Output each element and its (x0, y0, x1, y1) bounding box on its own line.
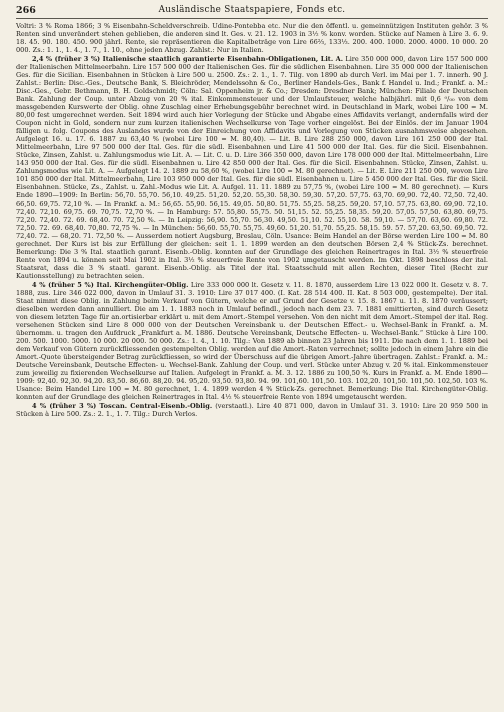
paragraph-heading: 4 % (früher 5 %) Ital. Kirchengüter-Oblig. (32, 280, 189, 289)
paragraph-body: Lire 333 000 000 lt. Gesetz v. 11. 8. 1870, ausserdem Lire 13 022 000 lt. Gesetz v. 8. 7. 1888, zus. Lire 346 022 000, davon in Umlauf 31. 3. 1910: Lire 37 017 400. (I. Kat. 28 514 400. II. Kat. 8 503 000, gestempelte). Der ital. Staat nimmt diese Oblig. in Zahlung beim Verkauf von Gütern, welche er auf Grund der Gesetze v. 15. 8. 1867 u. 11. 8. 1870 veräussert; dieselben werden dann annulliert. Die am 1. 1. 1883 noch in Umlauf befindl., jedoch nach dem 23. 7. 1881 emittierten, sind durch Gesetz von diesem letzten Tage für an.ortisierbar erklärt u. mit dem Amort.-Stempel versehen. Von den nicht mit dem Amort.-Stempel der ital. Reg. versehenen Stücken sind Lire 8 000 000 von der Deutschen Vereinsbank u. der Deutschen Effect.- u. Wechsel-Bank in Frankf. a. M. übernomm. u. tragen den Aufdruck „Frankfurt a. M. 1886. Deutsche Vereinsbank, Deutsche Effecten- u. Wechsel-Bank.“ Stücke à Lire 100. 200. 500. 1000. 5000. 10 000. 20 000. 50 000. Zs.: 1. 4., 1. 10. Tilg.: Von 1889 ab binnen 23 Jahren bis 1911. Die nach dem 1. 1. 1889 bei dem Verkauf von Gütern zurückfliessenden gestempelten Oblig. werden auf die Amort.-Raten verrechnet; sollte jedoch in einem Jahre ein die Amort.-Quote übersteigender Betrag zurückfliessen, so wird der Überschuss auf die übrigen Amort.-Jahre übertragen. Zahlst.: Frankf. a. M.: Deutsche Vereinsbank, Deutsche Effecten- u. Wechsel-Bank. Zahlung der Coup. und verl. Stücke unter Abzug v. 20 % ital. Einkommensteuer zum jeweilig zu fixierenden Wechselkurse auf Italien. Aufgelegt in Frankf. a. M. 3. 12. 1886 zu 100,50 %. Kurs in Frankf. a. M. Ende 1890—1909: 92,40. 92,30. 94,20. 83,50. 86,60. 88,20. 94. 95,20. 93,50. 93,80. 94. 99. 101,60. 101,50. 103. 102,20. 101,50. 101,50. 102,50. 103 %. Usance: Beim Handel Lire 100 = M. 80 gerechnet, 1. 4. 1899 werden 4 % Stück-Zs. gerechnet. Bemerkung: Die Ital. Kirchengüter-Oblig. konnten auf der Grundlage des gleichen Reinertrages in Ital. 4½ % steuerfreie Rente von 1894 umgetauscht werden. (16, 280, 488, 402)
paragraph-body: Lire 350 000 000, davon Lire 157 500 000 der Italienischen Mittelmeerbahn. Lire 157 500 000 der Italienischen Ges. für die südlichen Eisenbahnen. Lire 35 000 000 der Italienischen Ges. für die Sicilian. Eisenbahnen in Stücken à Lire 500 u. 2500. Zs.: 2. 1., 1. 7. Tilg. von 1890 ab durch Verl. im Mai per 1. 7. innerh. 90 J. Zahlst.: Berlin: Disc.-Ges., Deutsche Bank, S. Bleichröder, Mendelssohn & Co., Berliner Handels-Ges., Bank f. Handel u. Ind.; Frankf. a. M.: Disc.-Ges., Gebr. Bethmann, B. H. Goldschmidt; Cöln: Sal. Oppenheim jr. & Co.; Dresden: Dresdner Bank; München: Filiale der Deutschen Bank. Zahlung der Coup. unter Abzug von 20 % ital. Einkommensteuer und der Umlaufsteuer, welche halbjährl. mit 0,6 ⁰/₀₀ von dem massgebenden Kurswerte der Oblig. ohne Zuschlag einer Erhebungsgebühr berechnet wird. in Deutschland in Mark, wobei Lire 100 = M. 80,00 fest umgerechnet werden. Seit 1894 wird auch hier Vorlegung der Stücke und Abgabe eines Affidavits verlangt, andernfalls wird der Coupon nicht in Gold, sondern nur zum kurzen italienischen Wechselkurse von Tage vorher eingelöst. Bei der Einlös. der im Januar 1904 fälligen u. folg. Coupons des Auslandes wurde von der Einreichung von Affidavits und Vorlegung von Stücken ausnahmsweise abgesehen. Aufgelegt 16. u. 17. 6. 1887 zu 63,40 % (wobei Lire 100 = M. 80,40). — Lit. B. Lire 288 250 000, davon Lire 161 250 000 der Ital. Mittelmeerbahn, Lire 97 500 000 der Ital. Ges. für die südl. Eisenbahnen und Lire 41 500 000 der Ital. Ges. für die Sicil. Eisenbahnen. Stücke, Zinsen, Zahlst. u. Zahlungsmodus wie Lit. A. — Lit. C. u. D. Lire 366 350 000, davon Lire 178 000 000 der Ital. Mittelmeerbahn, Lire 143 950 000 der Ital. Ges. für die südl. Eisenbahnen u. Lire 42 850 000 der Ital. Ges. für die Sicil. Eisenbahnen. Stücke, Zinsen, Zahlst. u. Zahlungsmodus wie Lit. A. — Aufgelegt 14. 2. 1889 zu 58,60 %, (wobei Lire 100 = M. 80 gerechnet). — Lit. E. Lire 211 250 000, wovon Lire 101 850 000 der Ital. Mittelmeerbahn, Lire 103 950 000 der Ital. Ges. für die südl. Eisenbahnen u. Lire 5 450 000 der Ital. Ges. für die Sicil. Eisenbahnen. Stücke, Zs., Zahlst. u. Zahl.-Modus wie Lit. A. Aufgel. 11. 11. 1889 zu 57,75 %, (wobei Lire 100 = M. 80 gerechnet). — Kurs Ende 1890—1909: In Berlin: 56,70. 55,70. 56,10. 49,25. 51,20. 52,20. 55,30. 58,30. 59,30. 57,20. 57,75. 63,70. 69,90. 72,40. 72,50. 72,40. 66,50. 69,75. 72,10 %. — In Frankf. a. M.: 56,65. 55,90. 56,15. 49,05. 50,80. 51,75. 55,25. 58,25. 59,20. 57,10. 57,75. 63,80. 69,90. 72,10. 72,40. 72,10. 69,75. 69. 70,75. 72,70 %. — In Hamburg: 57. 55,80. 55,75. 50. 51,15. 52. 55,25. 58,35. 59,20. 57,05. 57,50. 63,80. 69,75. 72,20. 72,40. 72. 69. 68,40. 70. 72,50 %. — In Leipzig: 56,90. 55,70. 56,30. 49,50. 51,10. 52. 55,10. 58. 59,10. — 57,70. 63,60. 69,80. 72. 72,50. 72. 69. 68,40. 70,80. 72,75 %. — In München: 56,60. 55,70. 55,75. 49,60. 51,20. 51,70. 55,25. 58,15. 59. 57. 57,20. 63,50. 69,50. 72. 72,40. 72. — 68,20. 71. 72,50 %. — Ausserdem notiert Augsburg, Breslau, Cöln. Usance: Beim Handel an der Börse werden Lire 100 = M. 80 gerechnet. Der Kurs ist bis zur Erfüllung der gleichen: seit 1. 1. 1899 werden an den deutschen Börsen 2,4 % Stück-Zs. berechnet. Bemerkung: Die 3 % Ital. staatlich garant. Eisenb.-Oblig. konnten auf der Grundlage des gleichen Reinertrages in Ital. 3½ % steuerfreie Rente von 1894 u. können seit Mai 1902 in Ital. 3½ % steuerfreie Rente von 1902 umgetauscht werden. Im Okt. 1898 beschloss der ital. Staatsrat, dass die 3 % staatl. garant. Eisenb.-Oblig. als Titel der ital. Staatsschuld mit allen Rechten, dieser Titel (Recht zur Kautionsstellung) zu betrachten seien. (16, 54, 488, 280)
page-number: 266 (16, 5, 36, 16)
paragraph-body: (verstaatl.). Lire 40 871 000, davon in Umlauf 31. 3. 1910: Lire 20 959 500 in Stücken à Lire 500. Zs.: 2. 1., 1. 7. Tilg.: Durch Verlos. (16, 401, 489, 418)
paragraph-rente-continuation (16, 22, 488, 54)
paragraph-toscan-central-oblig (16, 402, 488, 418)
running-header (16, 5, 488, 19)
paragraph-kirchengueter-oblig (16, 281, 488, 402)
paragraph-body: Voltri: 3 % Roma 1866; 3 % Eisenbahn-Scheldverschreib. Udine-Pontebba etc. Nur die den öffentl. u. gemeinnützigen Instituten gehör. 3 % Renten sind unverändert stehen geblieben, die anderen sind lt. Ges. v. 21. 12. 1903 in 3½ % konv. worden. Stücke auf Namen à Lire 3. 6. 9. 18. 45. 90. 180. 450. 900 jährl. Rente, sie repräsentieren die Kapitalbeträge von Lire 66⅔, 133⅓. 200. 400. 1000. 2000. 4000. 10 000. 20 000. Zs.: 1. 1., 1. 4., 1. 7., 1. 10., ohne jeden Abzug. Zahlst.: Nur in Italien. (16, 22, 488, 55)
paragraph-eisenbahn-obligationen (16, 55, 488, 280)
paragraph-heading: 4 % (früher 3 %) Toscan. Central-Eisenb.-Oblig. (32, 401, 213, 410)
running-title: Ausländische Staatspapiere, Fonds etc. (158, 5, 346, 15)
paragraph-heading: 2,4 % (früher 3 %) Italienische staatlich garantierte Eisenbahn-Obligationen, Lit. A. (32, 54, 344, 63)
